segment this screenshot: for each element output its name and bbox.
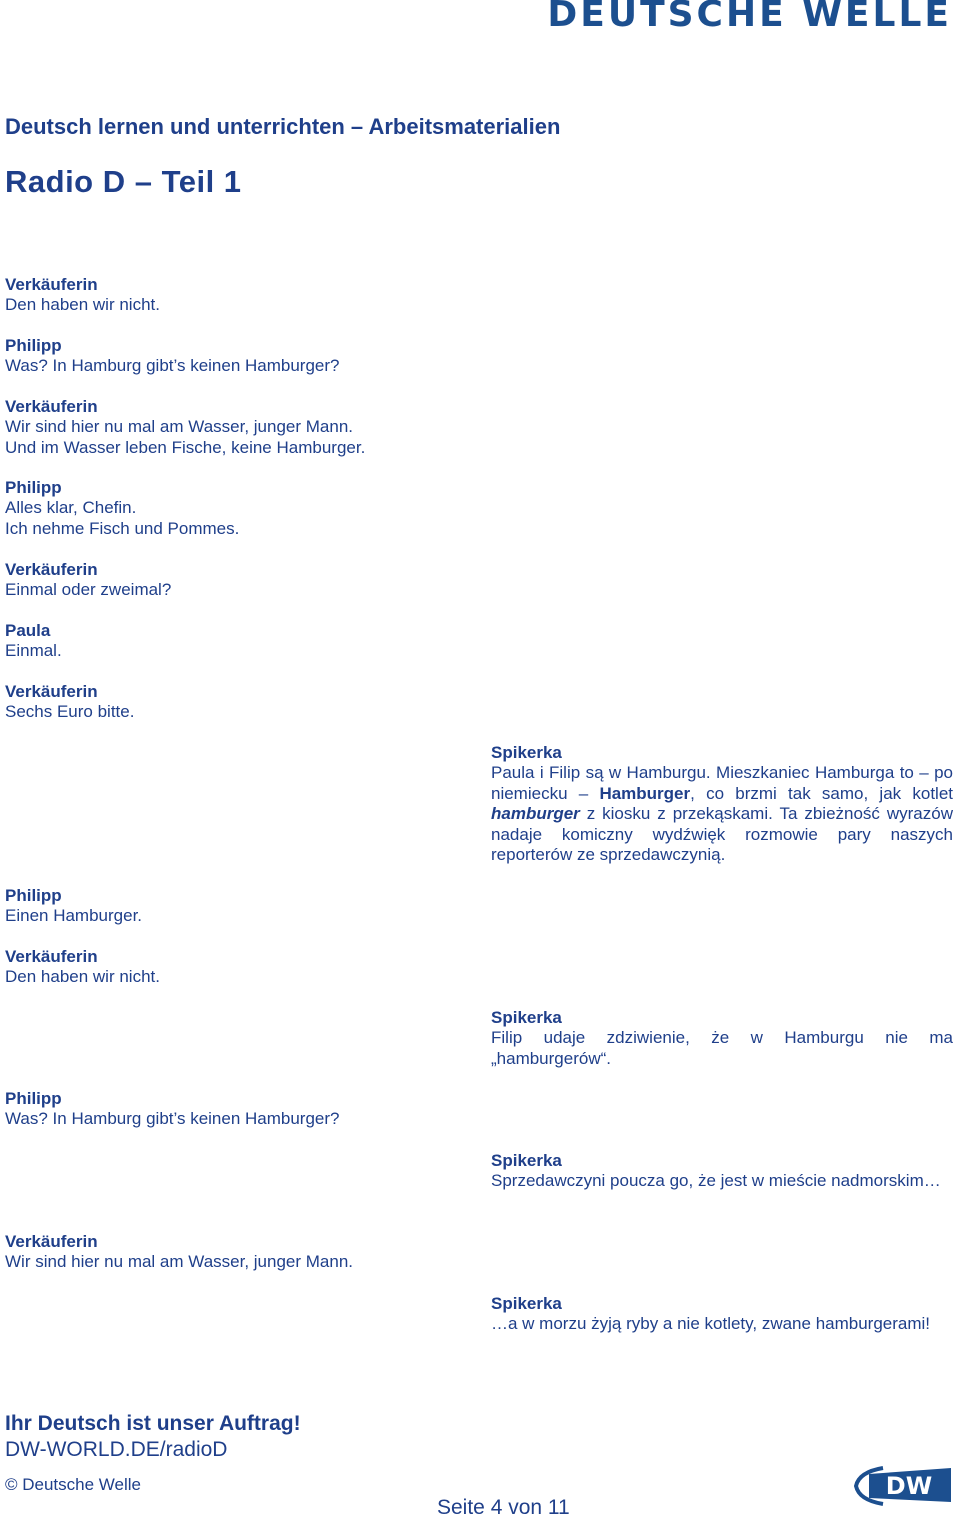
narration-text-bold-italic: hamburger	[491, 804, 580, 824]
narration-text-bold: Hamburger	[599, 783, 691, 803]
speaker-name: Verkäuferin	[5, 682, 98, 701]
narration-text: Filip udaje zdziwienie, że w Hamburgu nie ma „hamburgerów“.	[491, 1028, 953, 1068]
speaker-name: Philipp	[5, 1089, 62, 1108]
dialogue-line: Einen Hamburger.	[5, 906, 143, 926]
dw-logo-text: DW	[885, 1472, 933, 1500]
dialogue-line: Was? In Hamburg gibt’s keinen Hamburger?	[5, 356, 340, 376]
narration-text	[491, 763, 953, 865]
narration-block	[491, 1008, 953, 1069]
speaker-name: Paula	[5, 621, 51, 640]
narration-block	[491, 1294, 953, 1335]
page-number: Seite 4 von 11	[437, 1496, 570, 1519]
narration-text: …a w morzu żyją ryby a nie kotlety, zwane hamburgerami!	[491, 1314, 931, 1334]
dialogue-line: Wir sind hier nu mal am Wasser, junger Mann.	[5, 417, 353, 437]
dialogue-line: Und im Wasser leben Fische, keine Hamburger.	[5, 437, 366, 457]
dialogue-line: Was? In Hamburg gibt’s keinen Hamburger?	[5, 1109, 340, 1129]
dialogue-block	[5, 1232, 465, 1273]
dialogue-line: Ich nehme Fisch und Pommes.	[5, 518, 240, 538]
narrator-name: Spikerka	[491, 743, 562, 762]
speaker-name: Verkäuferin	[5, 947, 98, 966]
speaker-name: Philipp	[5, 336, 62, 355]
page-heading: Deutsch lernen und unterrichten – Arbeitsmaterialien	[5, 114, 561, 139]
narration-block	[491, 1151, 953, 1192]
narrator-name: Spikerka	[491, 1008, 562, 1027]
dialogue-block	[5, 621, 465, 662]
speaker-name: Philipp	[5, 478, 62, 497]
dialogue-line: Den haben wir nicht.	[5, 295, 160, 315]
speaker-name: Verkäuferin	[5, 560, 98, 579]
dialogue-block	[5, 397, 465, 458]
speaker-name: Verkäuferin	[5, 1232, 98, 1251]
dw-logo-icon	[853, 1464, 955, 1506]
footer-slogan: Ihr Deutsch ist unser Auftrag!	[5, 1412, 301, 1435]
dialogue-block	[5, 560, 465, 601]
dialogue-block	[5, 336, 465, 377]
dialogue-block	[5, 478, 465, 539]
narration-text-part: Paula i Filip są w Hamburgu. Mieszkaniec Hamburga to – po niemiecku –	[491, 763, 953, 803]
narration-block	[491, 743, 953, 865]
dialogue-block	[5, 947, 465, 988]
dialogue-block	[5, 1089, 465, 1130]
narration-text-part: , co brzmi tak samo, jak kotlet	[690, 783, 954, 803]
footer-url[interactable]: DW-WORLD.DE/radioD	[5, 1438, 228, 1461]
dialogue-line: Sechs Euro bitte.	[5, 702, 135, 722]
dialogue-block	[5, 886, 465, 927]
dialogue-line: Einmal oder zweimal?	[5, 580, 172, 600]
speaker-name: Philipp	[5, 886, 62, 905]
dialogue-block	[5, 275, 465, 316]
narration-text: Sprzedawczyni poucza go, że jest w mieście nadmorskim…	[491, 1171, 941, 1191]
dialogue-line: Den haben wir nicht.	[5, 967, 160, 987]
speaker-name: Verkäuferin	[5, 275, 98, 294]
narration-text-part: z kiosku z przekąskami. Ta zbieżność wyrazów nadaje komiczny wydźwięk rozmowie pary naszych reporterów ze sprzedawczynią.	[491, 804, 953, 865]
dialogue-line: Wir sind hier nu mal am Wasser, junger Mann.	[5, 1252, 353, 1272]
page-title: Radio D – Teil 1	[5, 164, 242, 199]
deutsche-welle-logo: DEUTSCHE WELLE	[547, 0, 952, 35]
dialogue-line: Einmal.	[5, 641, 62, 661]
speaker-name: Verkäuferin	[5, 397, 98, 416]
footer-copyright: © Deutsche Welle	[5, 1475, 141, 1494]
narrator-name: Spikerka	[491, 1151, 562, 1170]
narrator-name: Spikerka	[491, 1294, 562, 1313]
dialogue-line: Alles klar, Chefin.	[5, 498, 137, 518]
dialogue-block	[5, 682, 465, 723]
